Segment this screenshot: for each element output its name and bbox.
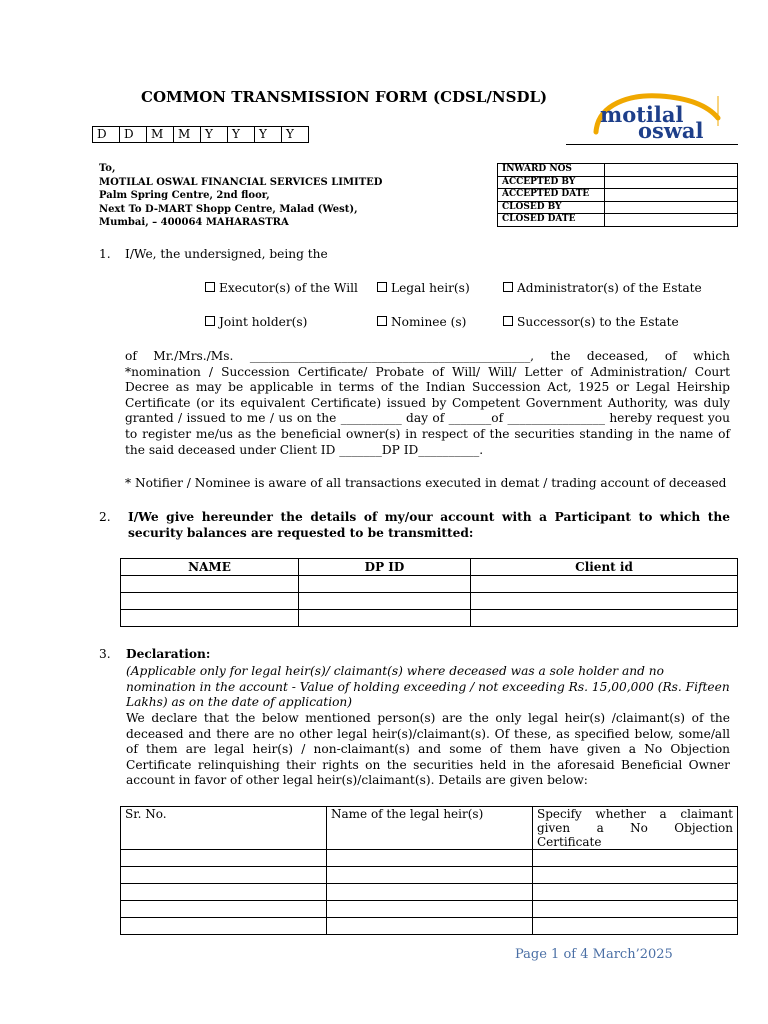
date-box[interactable]: D [120,127,147,143]
office-use-value[interactable] [605,189,738,202]
option-label: Joint holder(s) [219,315,308,329]
option-label: Legal heir(s) [391,281,470,295]
form-title: COMMON TRANSMISSION FORM (CDSL/NSDL) [141,88,548,106]
table-cell[interactable] [299,593,471,610]
section-3-number: 3. [99,647,111,661]
table-cell[interactable] [533,850,738,867]
checkbox-icon[interactable] [205,316,215,326]
checkbox-icon[interactable] [503,282,513,292]
table-cell[interactable] [533,884,738,901]
office-use-value[interactable] [605,164,738,177]
address-line: MOTILAL OSWAL FINANCIAL SERVICES LIMITED [99,176,383,188]
column-header: Name of the legal heir(s) [327,807,533,850]
option-label: Administrator(s) of the Estate [517,281,702,295]
checkbox-icon[interactable] [503,316,513,326]
table-row [121,901,738,918]
logo-divider [566,144,738,145]
table-cell[interactable] [121,576,299,593]
date-box[interactable]: Y [201,127,228,143]
table-cell[interactable] [471,610,738,627]
recipient-address [99,162,382,230]
table-cell[interactable] [327,867,533,884]
option-executor[interactable] [205,281,358,295]
office-use-label: INWARD NOS [498,164,605,177]
section-2-text: I/We give hereunder the details of my/our account with a Participant to which the security balances are requested to be transmitted: [128,510,730,540]
date-boxes [92,126,309,143]
office-use-label: ACCEPTED DATE [498,189,605,202]
address-line: To, [99,163,116,174]
date-box[interactable]: Y [255,127,282,143]
table-cell[interactable] [327,918,533,935]
date-box[interactable]: M [147,127,174,143]
office-use-table [497,163,738,227]
declaration-applicability: (Applicable only for legal heir(s)/ claimant(s) where deceased was a sole holder and no nomination in the account - Value of holding exceeding / not exceeding Rs. 15,00,000 (Rs. Fifteen Lakhs) as on the date of application) [126,664,730,710]
checkbox-icon[interactable] [377,282,387,292]
option-label: Successor(s) to the Estate [517,315,679,329]
office-use-value[interactable] [605,214,738,227]
table-row [121,850,738,867]
option-label: Nominee (s) [391,315,467,329]
address-line: Palm Spring Centre, 2nd floor, [99,190,270,201]
section-2-number: 2. [99,510,111,524]
table-cell[interactable] [471,593,738,610]
table-cell[interactable] [533,901,738,918]
table-cell[interactable] [327,884,533,901]
table-cell[interactable] [121,918,327,935]
section-1-paragraph: of Mr./Mrs./Ms. ______________________________________________, the deceased, of which *nomination / Succession Certificate/ Probate of Will/ Will/ Letter of Administration/ Court Decree as may be applicable in terms of the Indian Succession Act, 1925 or Legal Heirship Certificate (or its equivalent Certificate) issued by Competent Government Authority, was duly granted / issued to me / us on the __________ day of _______of ________________ hereby request you to register me/us as the beneficial owner(s) in respect of the securities standing in the name of the said deceased under Client ID _______DP ID__________. [125,349,730,457]
table-cell[interactable] [327,901,533,918]
office-use-label: ACCEPTED BY [498,176,605,189]
declaration-paragraph: We declare that the below mentioned person(s) are the only legal heir(s) /claimant(s) of the deceased and there are no other legal heir(s)/claimant(s). Of these, as specified below, some/all of them are legal heir(s) / non-claimant(s) and some of them have given a No Objection Certificate relinquishing their rights on the securities held in the aforesaid Beneficial Owner account in favor of other legal heir(s)/claimant(s). Details are given below: [126,711,730,788]
option-legal-heir[interactable] [377,281,470,295]
column-header: DP ID [299,559,471,576]
legal-heirs-table [120,806,738,935]
section-1-note: * Notifier / Nominee is aware of all transactions executed in demat / trading account of deceased [125,476,727,490]
table-cell[interactable] [471,576,738,593]
date-box[interactable]: M [174,127,201,143]
logo-text-line2: oswal [638,118,704,143]
checkbox-icon[interactable] [205,282,215,292]
checkbox-icon[interactable] [377,316,387,326]
option-joint-holder[interactable] [205,315,307,329]
option-successor[interactable] [503,315,679,329]
page-number: Page 1 of 4 [515,947,589,962]
page-footer [515,947,673,962]
declaration-heading: Declaration: [126,647,211,661]
account-details-table [120,558,738,627]
table-cell[interactable] [121,884,327,901]
option-nominee[interactable] [377,315,466,329]
section-1-number: 1. [99,247,111,261]
column-header: Sr. No. [121,807,327,850]
table-cell[interactable] [299,576,471,593]
table-row [121,576,738,593]
column-header: Specify whether a claimant given a No Objection Certificate [533,807,738,850]
date-box[interactable]: Y [228,127,255,143]
table-cell[interactable] [327,850,533,867]
table-cell[interactable] [121,593,299,610]
date-box[interactable]: Y [282,127,309,143]
column-header: NAME [121,559,299,576]
table-cell[interactable] [533,867,738,884]
table-cell[interactable] [121,610,299,627]
office-use-value[interactable] [605,176,738,189]
table-cell[interactable] [121,850,327,867]
date-box[interactable]: D [93,127,120,143]
logo-text-line1: motilal [600,102,684,127]
address-line: Mumbai, – 400064 MAHARASTRA [99,217,289,228]
table-cell[interactable] [299,610,471,627]
footer-date: March’2025 [592,947,673,962]
office-use-label: CLOSED BY [498,201,605,214]
option-administrator[interactable] [503,281,702,295]
office-use-label: CLOSED DATE [498,214,605,227]
section-1-intro: I/We, the undersigned, being the [125,247,328,261]
office-use-value[interactable] [605,201,738,214]
table-cell[interactable] [121,867,327,884]
table-cell[interactable] [121,901,327,918]
table-row [121,593,738,610]
table-row [121,610,738,627]
option-label: Executor(s) of the Will [219,281,358,295]
table-row [121,867,738,884]
motilal-oswal-logo [590,92,730,146]
address-line: Next To D-MART Shopp Centre, Malad (West), [99,203,358,215]
table-row [121,884,738,901]
table-cell[interactable] [533,918,738,935]
column-header: Client id [471,559,738,576]
table-row [121,918,738,935]
